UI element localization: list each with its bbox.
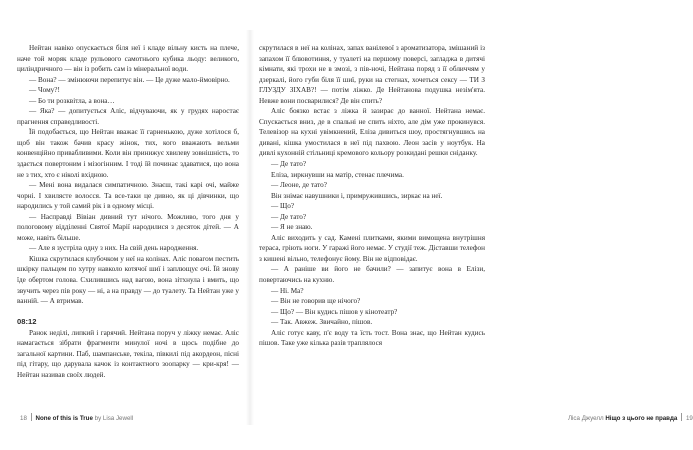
paragraph: — Насправді Вівіан дивний тут нічого. Можливо, того дня у пологовому відділенні Святої Марії народилися з десяток дітей. — А може, навіть більше. — [17, 212, 239, 242]
paragraph: Аліс боязко встає з ліжка й зазирає до ванної. Нейтана немає. Спускається вниз, де в спальні не спить ніхто, але дім уже прокинувся. Телевізор на кухні увімкнений, Еліза дивиться шоу, простягнувшись на дивані, кішка умостилася в неї під пахвою. Леон засів у ноутбук. На дивлі кухонній стільниці кремового кольору розкидані решки сніданку. — [259, 107, 485, 158]
right-page-text — [259, 43, 485, 349]
running-author: Ліса Джуелл — [568, 415, 604, 422]
footer-separator — [31, 413, 32, 421]
paragraph: — Вона? — змінюючи перепитує він. — Це дуже мало-ймовірно. — [29, 75, 230, 84]
running-title: Ніщо з цього не правда — [605, 415, 678, 422]
right-footer — [568, 413, 693, 423]
paragraph: — Я не знаю. — [271, 223, 313, 232]
section-heading: 08:12 — [17, 317, 37, 327]
paragraph: — Ні. Ма? — [271, 286, 304, 295]
footer-separator — [681, 413, 682, 421]
paragraph: — Яка? — допитується Аліс, відчуваючи, як у грудях наростає прагнення справедливості. — [17, 107, 239, 126]
left-footer — [20, 413, 133, 423]
paragraph: Ранок неділі, липкий і гарячий. Нейтана поруч у ліжку немає. Аліс намагається зібрати фрагменти минулої ночі в щось подібне до загальної картини. Паб, шампанське, текіла, півкилі під акордеон, пісні під гітару, що дарувала качок із контактного зоопарку — кри-кря! — Нейтан називав своїх людей. — [17, 328, 239, 379]
page-number: 19 — [685, 415, 693, 422]
paragraph: Аліс готує каву, п'є воду та їсть тост. Вона знає, що Нейтан кудись пішов. Таке уже кілька разів траплялося — [259, 328, 485, 348]
paragraph: — Мені вона видалася симпатичною. Знаєш, такі карі очі, майже чорні. І хвилясте волосся. Та все-таки це дивно, як ці дівчинки, що народились у той самий рік і в одному місці. — [17, 181, 239, 211]
paragraph: — Де тато? — [271, 212, 307, 221]
paragraph: — Леоне, де тато? — [271, 181, 327, 190]
left-page-text — [17, 43, 239, 380]
paragraph: Нейтан навіко опускається біля неї і кладе вільну кисть на плече, наче той моряк кладе рульового самотнього кубика льоду: великого, циліндричного — він із робить сам із мінеральної води. — [17, 44, 239, 74]
paragraph: — Що? — [271, 202, 295, 211]
paragraph: Аліс виходить у сад. Камені плитками, якими вимощена внутрішня тераса, гріють ноги. У гаражі його немає. У студії теж. Діставши телефон з кишені вільно, телефонує йому. Він не відповідає. — [259, 233, 485, 263]
paragraph: Кішка скрутилася клубочком у неї на колінах. Аліс повагом пестить шкірку пальцем по хутру навколо котячої шиї і заплющує очі. Їй знову їде обертом голова. Схилившись над вагою, вона зітхнула і вмить, що звучить через пів року — ні, а на правду — до туалету. Та Нейтан уже у ванній. — А втримав. — [17, 254, 239, 306]
paragraph: Їй подобається, що Нейтан вважає її гарненькою, дуже хотілося б, щоб він також бачив красу жінок, тих, кого вважають вельми конвенційно привабливими. Коли він принижує хвилеву зовнішність, то здається повертоним і мізогінним. І тоді їй починає здаватися, що вона не з тих, хто є ніколі вхідною. — [17, 128, 239, 179]
paragraph: — А раніше ви його не бачили? — запитує вона в Елізи, повертаючись на кухню. — [259, 265, 485, 285]
paragraph: — Так. Авжеж. Звичайно, пішов. — [271, 318, 373, 327]
paragraph: — Чому?! — [29, 86, 60, 95]
paragraph: — Що? — Він кудись пішов у кінотеатр? — [271, 307, 398, 316]
page-number: 18 — [20, 415, 27, 422]
paragraph: Еліза, зиркнувши на матір, стенає плечима. — [271, 170, 404, 179]
paragraph: — Де тато? — [271, 160, 307, 169]
paragraph: скрутилася в неї на колінах, запах ванілевої з ароматизатора, змішаний із запахом її блювотиння, у туалеті на першому поверсі, загладжа в дитячі кімнати, які трохи не в змозі, з пів-ночі, Нейтана поряд з її обличчям у дзеркалі, його губи біля її шиї, руки на стегнах, хочеться сексу — ТИ З ГЛУЗДУ ЗІХАВ?! — потім ліжко. Де Нейтанова подушка незім'ята. Невже вони посварилися? Де він спить? — [259, 44, 485, 105]
paragraph: — Він не говорив ще нічого? — [271, 297, 361, 306]
paragraph: — Бо ти розквітла, а вона… — [29, 96, 115, 105]
paragraph: Він знімає навушники і, примружившись, зиркає на неї. — [271, 191, 443, 200]
section-gap — [17, 307, 239, 318]
left-page — [0, 0, 250, 450]
paragraph: — Але я зустріла одну з них. На свій день народження. — [29, 244, 199, 253]
running-title: None of this is True — [35, 415, 93, 422]
running-author: by Lisa Jewell — [94, 415, 134, 422]
